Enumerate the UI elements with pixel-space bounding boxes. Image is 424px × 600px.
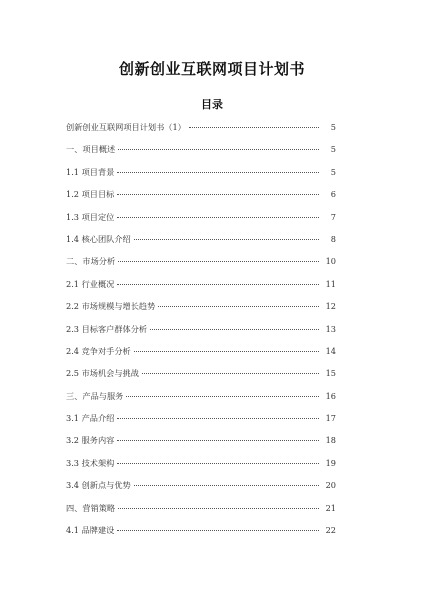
toc-entry-page-number: 7 [330,211,336,222]
toc-entry-title: 四、营销策略 [66,502,116,513]
toc-dot-leader [117,418,319,419]
toc-entry[interactable] [66,318,336,340]
toc-entry-title: 3.3 技术架构 [66,457,115,468]
toc-entry-page-number: 8 [330,233,336,244]
toc-entry-page-number: 6 [330,189,336,200]
toc-entry-page-number: 13 [325,323,336,334]
toc-entry-title: 二、市场分析 [66,256,116,267]
toc-entry-title: 3.4 创新点与优势 [66,480,131,491]
toc-entry-page-number: 17 [325,413,336,424]
toc-dot-leader [117,172,319,173]
toc-entry-title: 2.5 市场机会与挑战 [66,368,139,379]
toc-entry-page-number: 12 [325,301,336,312]
toc-entry-page-number: 16 [325,390,336,401]
toc-entry[interactable] [66,250,336,272]
toc-entry[interactable] [66,407,336,429]
toc-entry-page-number: 18 [325,435,336,446]
toc-entry[interactable] [66,497,336,519]
toc-dot-leader [134,239,319,240]
toc-entry-title: 2.2 市场规模与增长趋势 [66,301,156,312]
toc-entry[interactable] [66,273,336,295]
toc-dot-leader [126,396,319,397]
toc-entry-page-number: 21 [325,502,336,513]
toc-entry-page-number: 19 [325,457,336,468]
toc-entry[interactable] [66,183,336,205]
toc-dot-leader [189,127,319,128]
toc-dot-leader [117,440,319,441]
toc-entry[interactable] [66,116,336,138]
toc-entry-page-number: 10 [325,256,336,267]
toc-dot-leader [117,463,319,464]
toc-entry-title: 1.2 项目目标 [66,189,115,200]
toc-entry[interactable] [66,340,336,362]
toc-entry[interactable] [66,138,336,160]
toc-entry[interactable] [66,452,336,474]
toc-entry-page-number: 5 [330,166,336,177]
toc-dot-leader [118,508,319,509]
toc-dot-leader [117,530,319,531]
toc-entry[interactable] [66,362,336,384]
toc-dot-leader [158,306,319,307]
table-of-contents [66,116,336,541]
toc-entry[interactable] [66,228,336,250]
toc-entry-title: 3.1 产品介绍 [66,413,115,424]
toc-entry[interactable] [66,206,336,228]
toc-entry-title: 4.1 品牌建设 [66,525,115,536]
toc-entry-title: 3.2 服务内容 [66,435,115,446]
toc-entry[interactable] [66,161,336,183]
toc-dot-leader [117,194,319,195]
toc-dot-leader [134,485,319,486]
toc-entry-title: 2.4 竞争对手分析 [66,345,131,356]
toc-heading: 目录 [201,98,223,111]
toc-entry-title: 一、项目概述 [66,144,116,155]
toc-entry-title: 1.3 项目定位 [66,211,115,222]
toc-dot-leader [142,373,319,374]
toc-entry-title: 三、产品与服务 [66,390,124,401]
toc-entry-title: 创新创业互联网项目计划书（1） [66,122,186,132]
toc-entry-page-number: 14 [325,345,336,356]
toc-entry-title: 2.3 目标客户群体分析 [66,323,148,334]
toc-entry-title: 1.1 项目背景 [66,166,115,177]
toc-dot-leader [118,149,319,150]
toc-entry[interactable] [66,385,336,407]
toc-entry-page-number: 15 [325,368,336,379]
toc-entry-page-number: 22 [325,525,336,536]
toc-dot-leader [117,284,319,285]
toc-dot-leader [118,261,319,262]
toc-entry-page-number: 5 [330,122,336,132]
toc-entry[interactable] [66,474,336,496]
toc-entry-page-number: 11 [325,278,336,289]
toc-entry-page-number: 20 [325,480,336,491]
toc-entry[interactable] [66,429,336,451]
toc-dot-leader [134,351,319,352]
toc-entry[interactable] [66,295,336,317]
toc-entry-title: 1.4 核心团队介绍 [66,233,131,244]
toc-dot-leader [117,217,319,218]
toc-entry[interactable] [66,519,336,541]
toc-entry-page-number: 5 [330,144,336,155]
document-title: 创新创业互联网项目计划书 [118,60,305,78]
toc-entry-title: 2.1 行业概况 [66,278,115,289]
toc-dot-leader [150,329,319,330]
